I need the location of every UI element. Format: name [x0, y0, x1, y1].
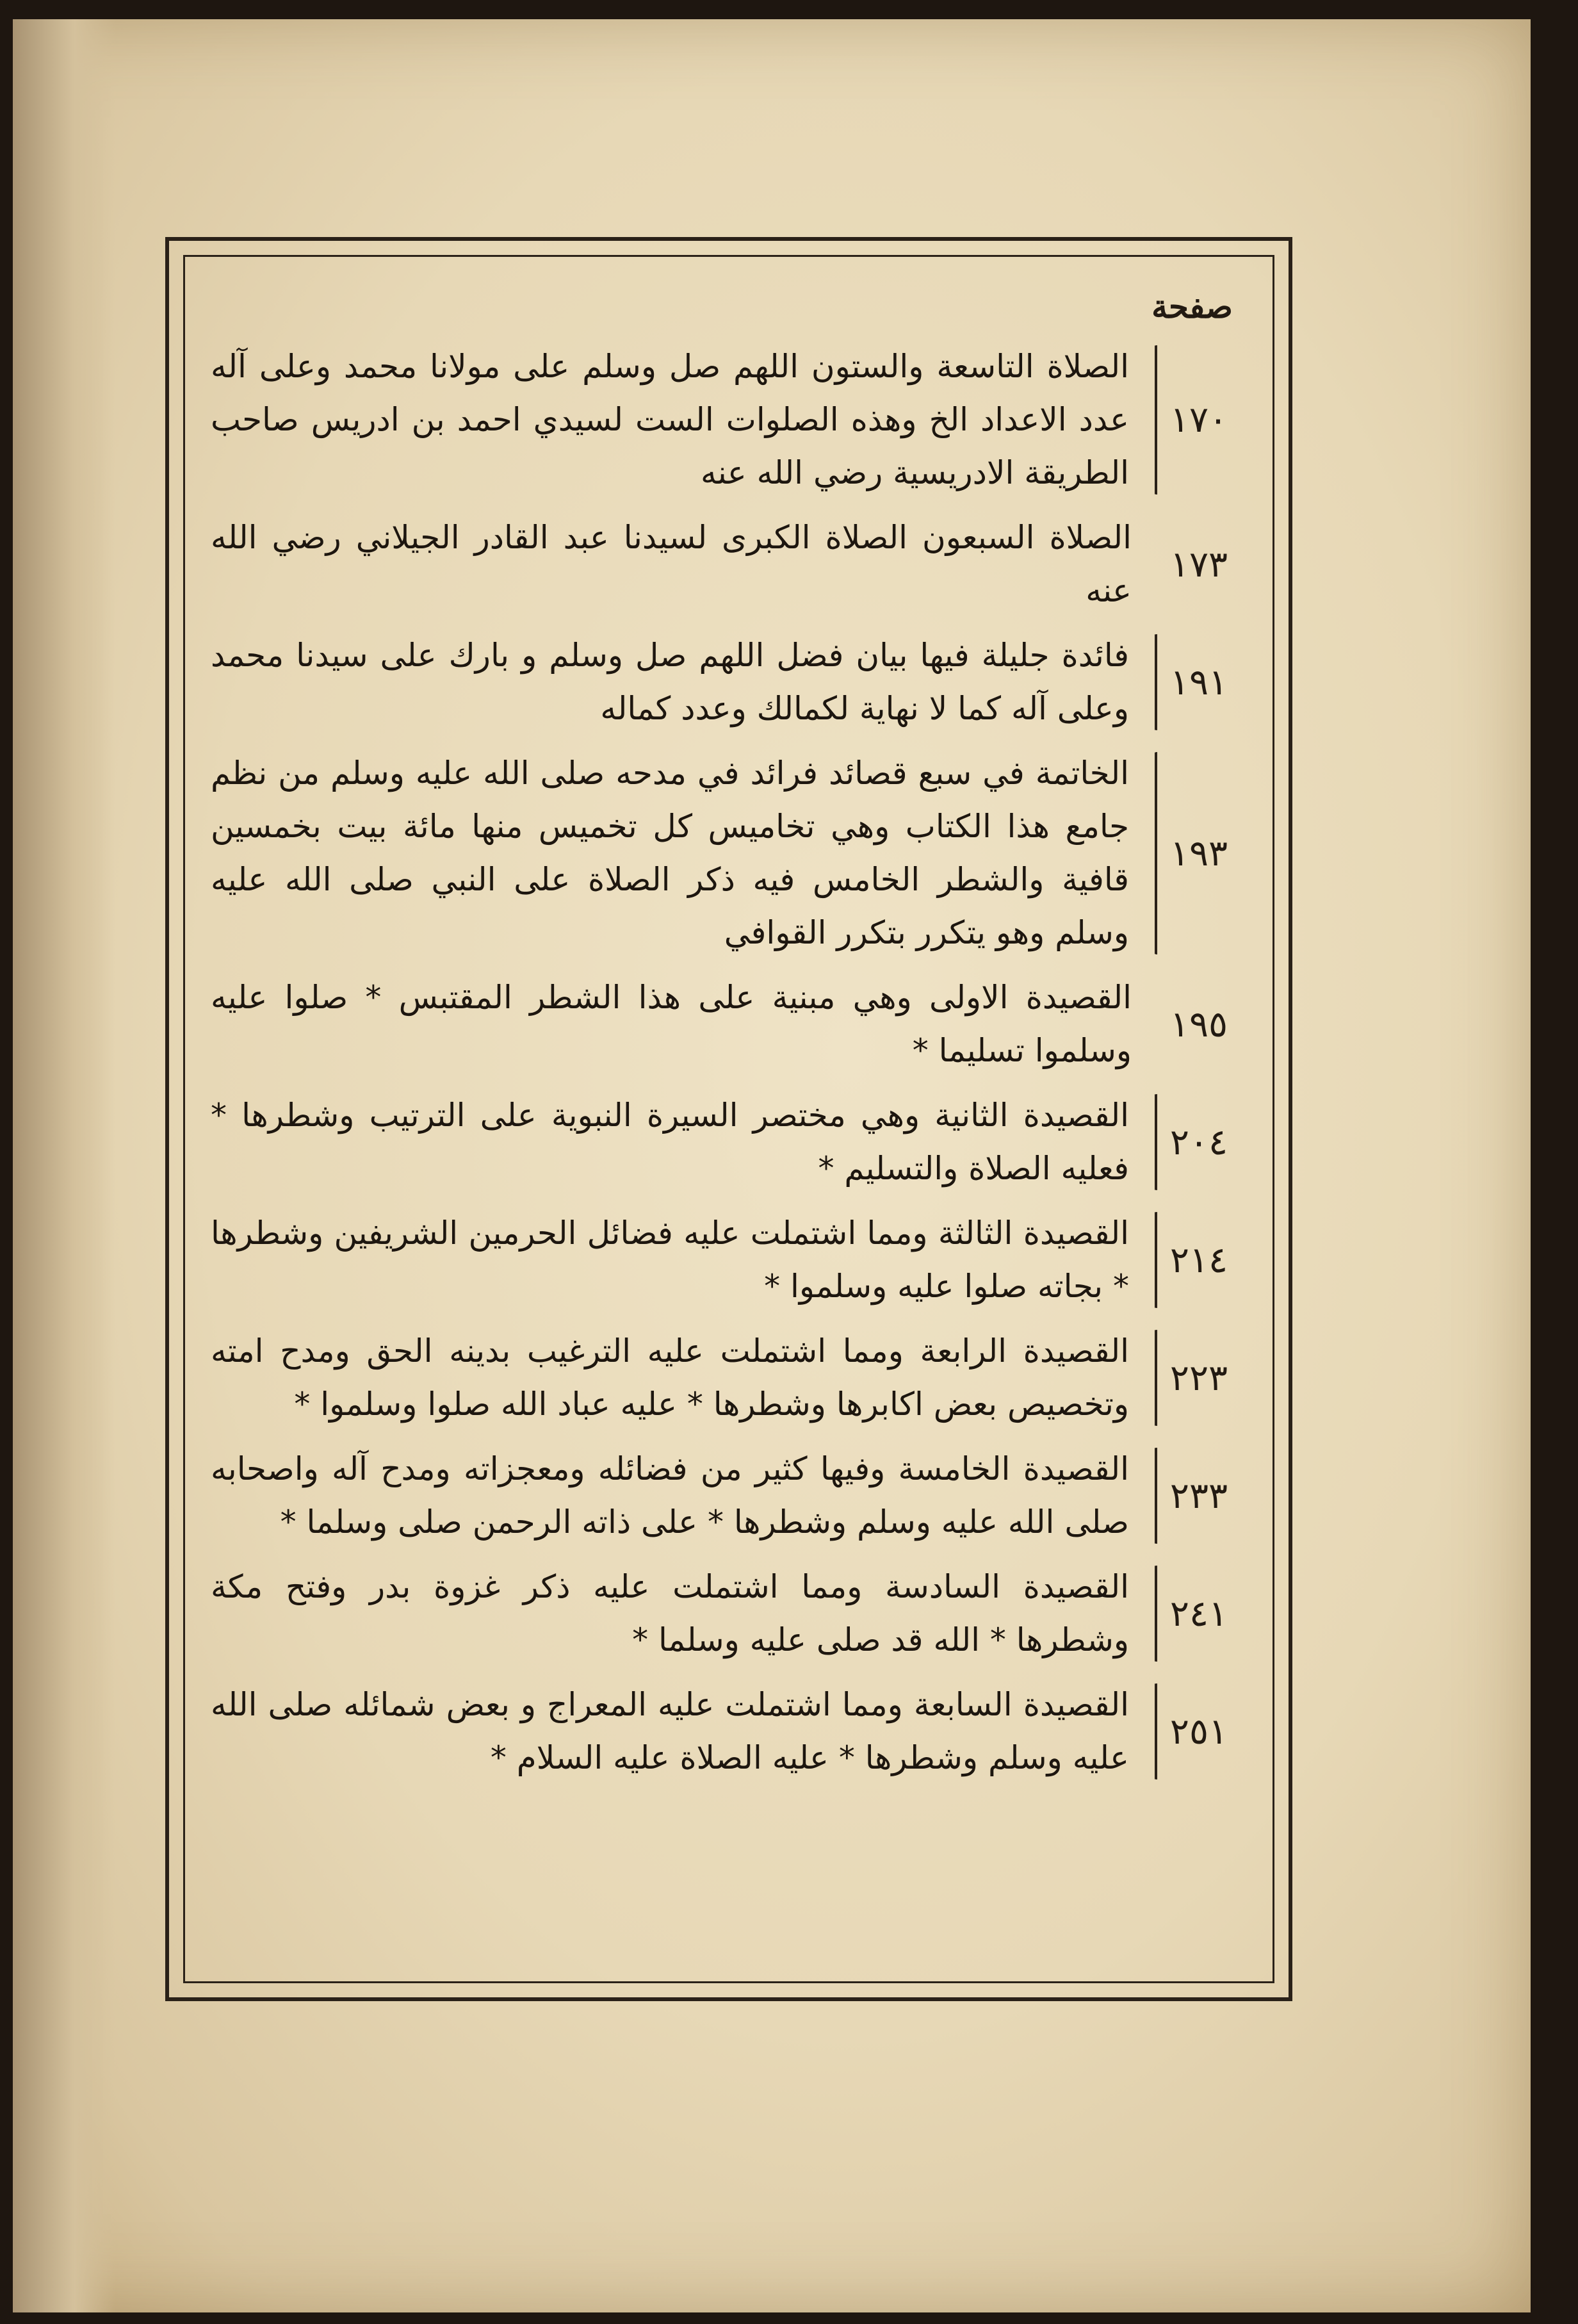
- toc-entry: [211, 511, 1240, 618]
- brace-icon: [1133, 1683, 1157, 1780]
- toc-entry-text: فائدة جليلة فيها بيان فضل اللهم صل وسلم و بارك على سيدنا محمد وعلى آله كما لا نهاية لكمالك وعدد كماله: [211, 637, 1129, 727]
- brace-icon: [1133, 634, 1157, 730]
- toc-entry: [211, 1325, 1240, 1431]
- toc-entry-text: الصلاة السبعون الصلاة الكبرى لسيدنا عبد القادر الجيلاني رضي الله عنه: [211, 519, 1132, 609]
- brace-icon: [1133, 1448, 1157, 1544]
- toc-page-number: ١٩٥: [1169, 1003, 1228, 1045]
- toc-entry: [211, 1089, 1240, 1195]
- brace-icon: [1133, 1330, 1157, 1426]
- brace-spacer: [1135, 976, 1157, 1072]
- toc-entry: [211, 629, 1240, 735]
- toc-entry: [211, 1678, 1240, 1785]
- toc-page-number: ٢٣٣: [1169, 1475, 1228, 1517]
- toc-entry: [211, 971, 1240, 1077]
- toc-entry: [211, 747, 1240, 960]
- toc-entry-text: القصيدة الاولى وهي مبنية على هذا الشطر المقتبس * صلوا عليه وسلموا تسليما *: [211, 979, 1132, 1069]
- toc-page-number: ١٧٠: [1169, 399, 1228, 441]
- brace-icon: [1133, 345, 1157, 495]
- toc-entry-text: القصيدة الرابعة ومما اشتملت عليه الترغيب بدينه الحق ومدح امته وتخصيص بعض اكابرها وشطرها * عليه عباد الله صلوا وسلموا *: [211, 1332, 1129, 1423]
- brace-spacer: [1135, 516, 1157, 612]
- toc-page-number: ١٧٣: [1169, 543, 1228, 585]
- toc-page-number: ٢٠٤: [1169, 1121, 1228, 1163]
- toc-page-number: ١٩٣: [1169, 832, 1228, 874]
- toc-entry-text: الصلاة التاسعة والستون اللهم صل وسلم على مولانا محمد وعلى آله عدد الاعداد الخ وهذه الصلوات الست لسيدي احمد بن ادريس صاحب الطريقة الادريسية رضي الله عنه: [211, 348, 1129, 491]
- brace-icon: [1133, 1566, 1157, 1662]
- page-gutter: [13, 19, 115, 2312]
- toc-entry-text: القصيدة الثالثة ومما اشتملت عليه فضائل الحرمين الشريفين وشطرها * بجاته صلوا عليه وسلموا *: [211, 1215, 1129, 1305]
- toc-entry: [211, 1560, 1240, 1667]
- toc-entry-text: القصيدة السابعة ومما اشتملت عليه المعراج و بعض شمائله صلى الله عليه وسلم وشطرها * عليه الصلاة عليه السلام *: [211, 1686, 1129, 1776]
- table-of-contents: [211, 340, 1240, 1796]
- brace-icon: [1133, 752, 1157, 954]
- toc-page-number: ٢١٤: [1169, 1239, 1228, 1281]
- toc-entry-text: الخاتمة في سبع قصائد فرائد في مدحه صلى الله عليه وسلم من نظم جامع هذا الكتاب وهي تخاميس كل تخميس منها مائة بيت بخمسين قافية والشطر الخامس فيه ذكر الصلاة على النبي صلى الله عليه وسلم وهو يتكرر بتكرر القوافي: [211, 755, 1129, 951]
- page-frame-inner: [183, 255, 1274, 1983]
- toc-entry-text: القصيدة السادسة ومما اشتملت عليه ذكر غزوة بدر وفتح مكة وشطرها * الله قد صلى عليه وسلما *: [211, 1568, 1129, 1658]
- toc-entry: [211, 1443, 1240, 1549]
- toc-entry-text: القصيدة الخامسة وفيها كثير من فضائله ومعجزاته ومدح آله واصحابه صلى الله عليه وسلم وشطرها * على ذاته الرحمن صلى وسلما *: [211, 1450, 1129, 1541]
- book-page: [13, 19, 1531, 2312]
- page-column-header: صفحة: [1151, 288, 1233, 325]
- toc-page-number: ٢٥١: [1169, 1710, 1228, 1753]
- toc-page-number: ١٩١: [1169, 661, 1228, 703]
- toc-page-number: ٢٤١: [1169, 1592, 1228, 1635]
- toc-page-number: ٢٢٣: [1169, 1357, 1228, 1399]
- brace-icon: [1133, 1212, 1157, 1308]
- toc-entry: [211, 1207, 1240, 1313]
- toc-entry: [211, 340, 1240, 500]
- toc-entry-text: القصيدة الثانية وهي مختصر السيرة النبوية على الترتيب وشطرها * فعليه الصلاة والتسليم *: [211, 1097, 1129, 1187]
- brace-icon: [1133, 1094, 1157, 1190]
- page-frame: [165, 237, 1292, 2001]
